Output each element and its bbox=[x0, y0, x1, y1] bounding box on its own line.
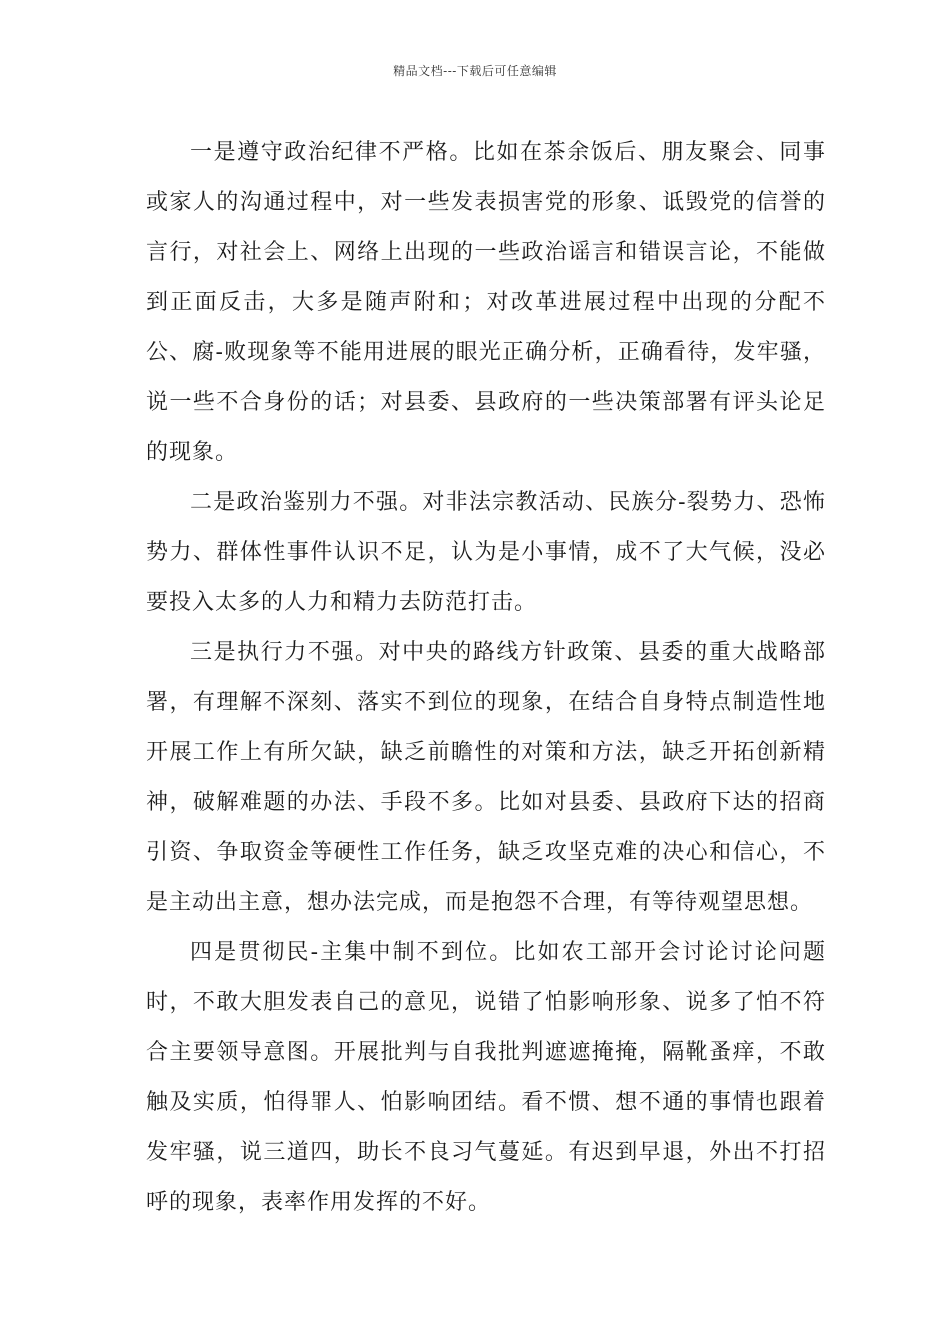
page-header: 精品文档---下载后可任意编辑 bbox=[393, 64, 557, 78]
paragraph-3: 三是执行力不强。对中央的路线方针政策、县委的重大战略部署，有理解不深刻、落实不到位的现象，在结合自身特点制造性地开展工作上有所欠缺，缺乏前瞻性的对策和方法，缺乏开拓创新精神，破解难题的办法、手段不多。比如对县委、县政府下达的招商引资、争取资金等硬性工作任务，缺乏攻坚克难的决心和信心，不是主动出主意，想办法完成，而是抱怨不合理，有等待观望思想。 bbox=[146, 640, 826, 915]
document-body bbox=[146, 128, 826, 1228]
paragraph-1: 一是遵守政治纪律不严格。比如在茶余饭后、朋友聚会、同事或家人的沟通过程中，对一些发表损害党的形象、诋毁党的信誉的言行，对社会上、网络上出现的一些政治谣言和错误言论，不能做到正面反击，大多是随声附和；对改革进展过程中出现的分配不公、腐-败现象等不能用进展的眼光正确分析，正确看待，发牢骚，说一些不合身份的话；对县委、县政府的一些决策部署有评头论足的现象。 bbox=[146, 140, 826, 465]
paragraph-4: 四是贯彻民-主集中制不到位。比如农工部开会讨论讨论问题时，不敢大胆发表自己的意见，说错了怕影响形象、说多了怕不符合主要领导意图。开展批判与自我批判遮遮掩掩，隔靴蚤痒，不敢触及实质，怕得罪人、怕影响团结。看不惯、想不通的事情也跟着发牢骚，说三道四，助长不良习气蔓延。有迟到早退，外出不打招呼的现象，表率作用发挥的不好。 bbox=[146, 940, 826, 1215]
paragraph-2: 二是政治鉴别力不强。对非法宗教活动、民族分-裂势力、恐怖势力、群体性事件认识不足，认为是小事情，成不了大气候，没必要投入太多的人力和精力去防范打击。 bbox=[146, 490, 826, 615]
